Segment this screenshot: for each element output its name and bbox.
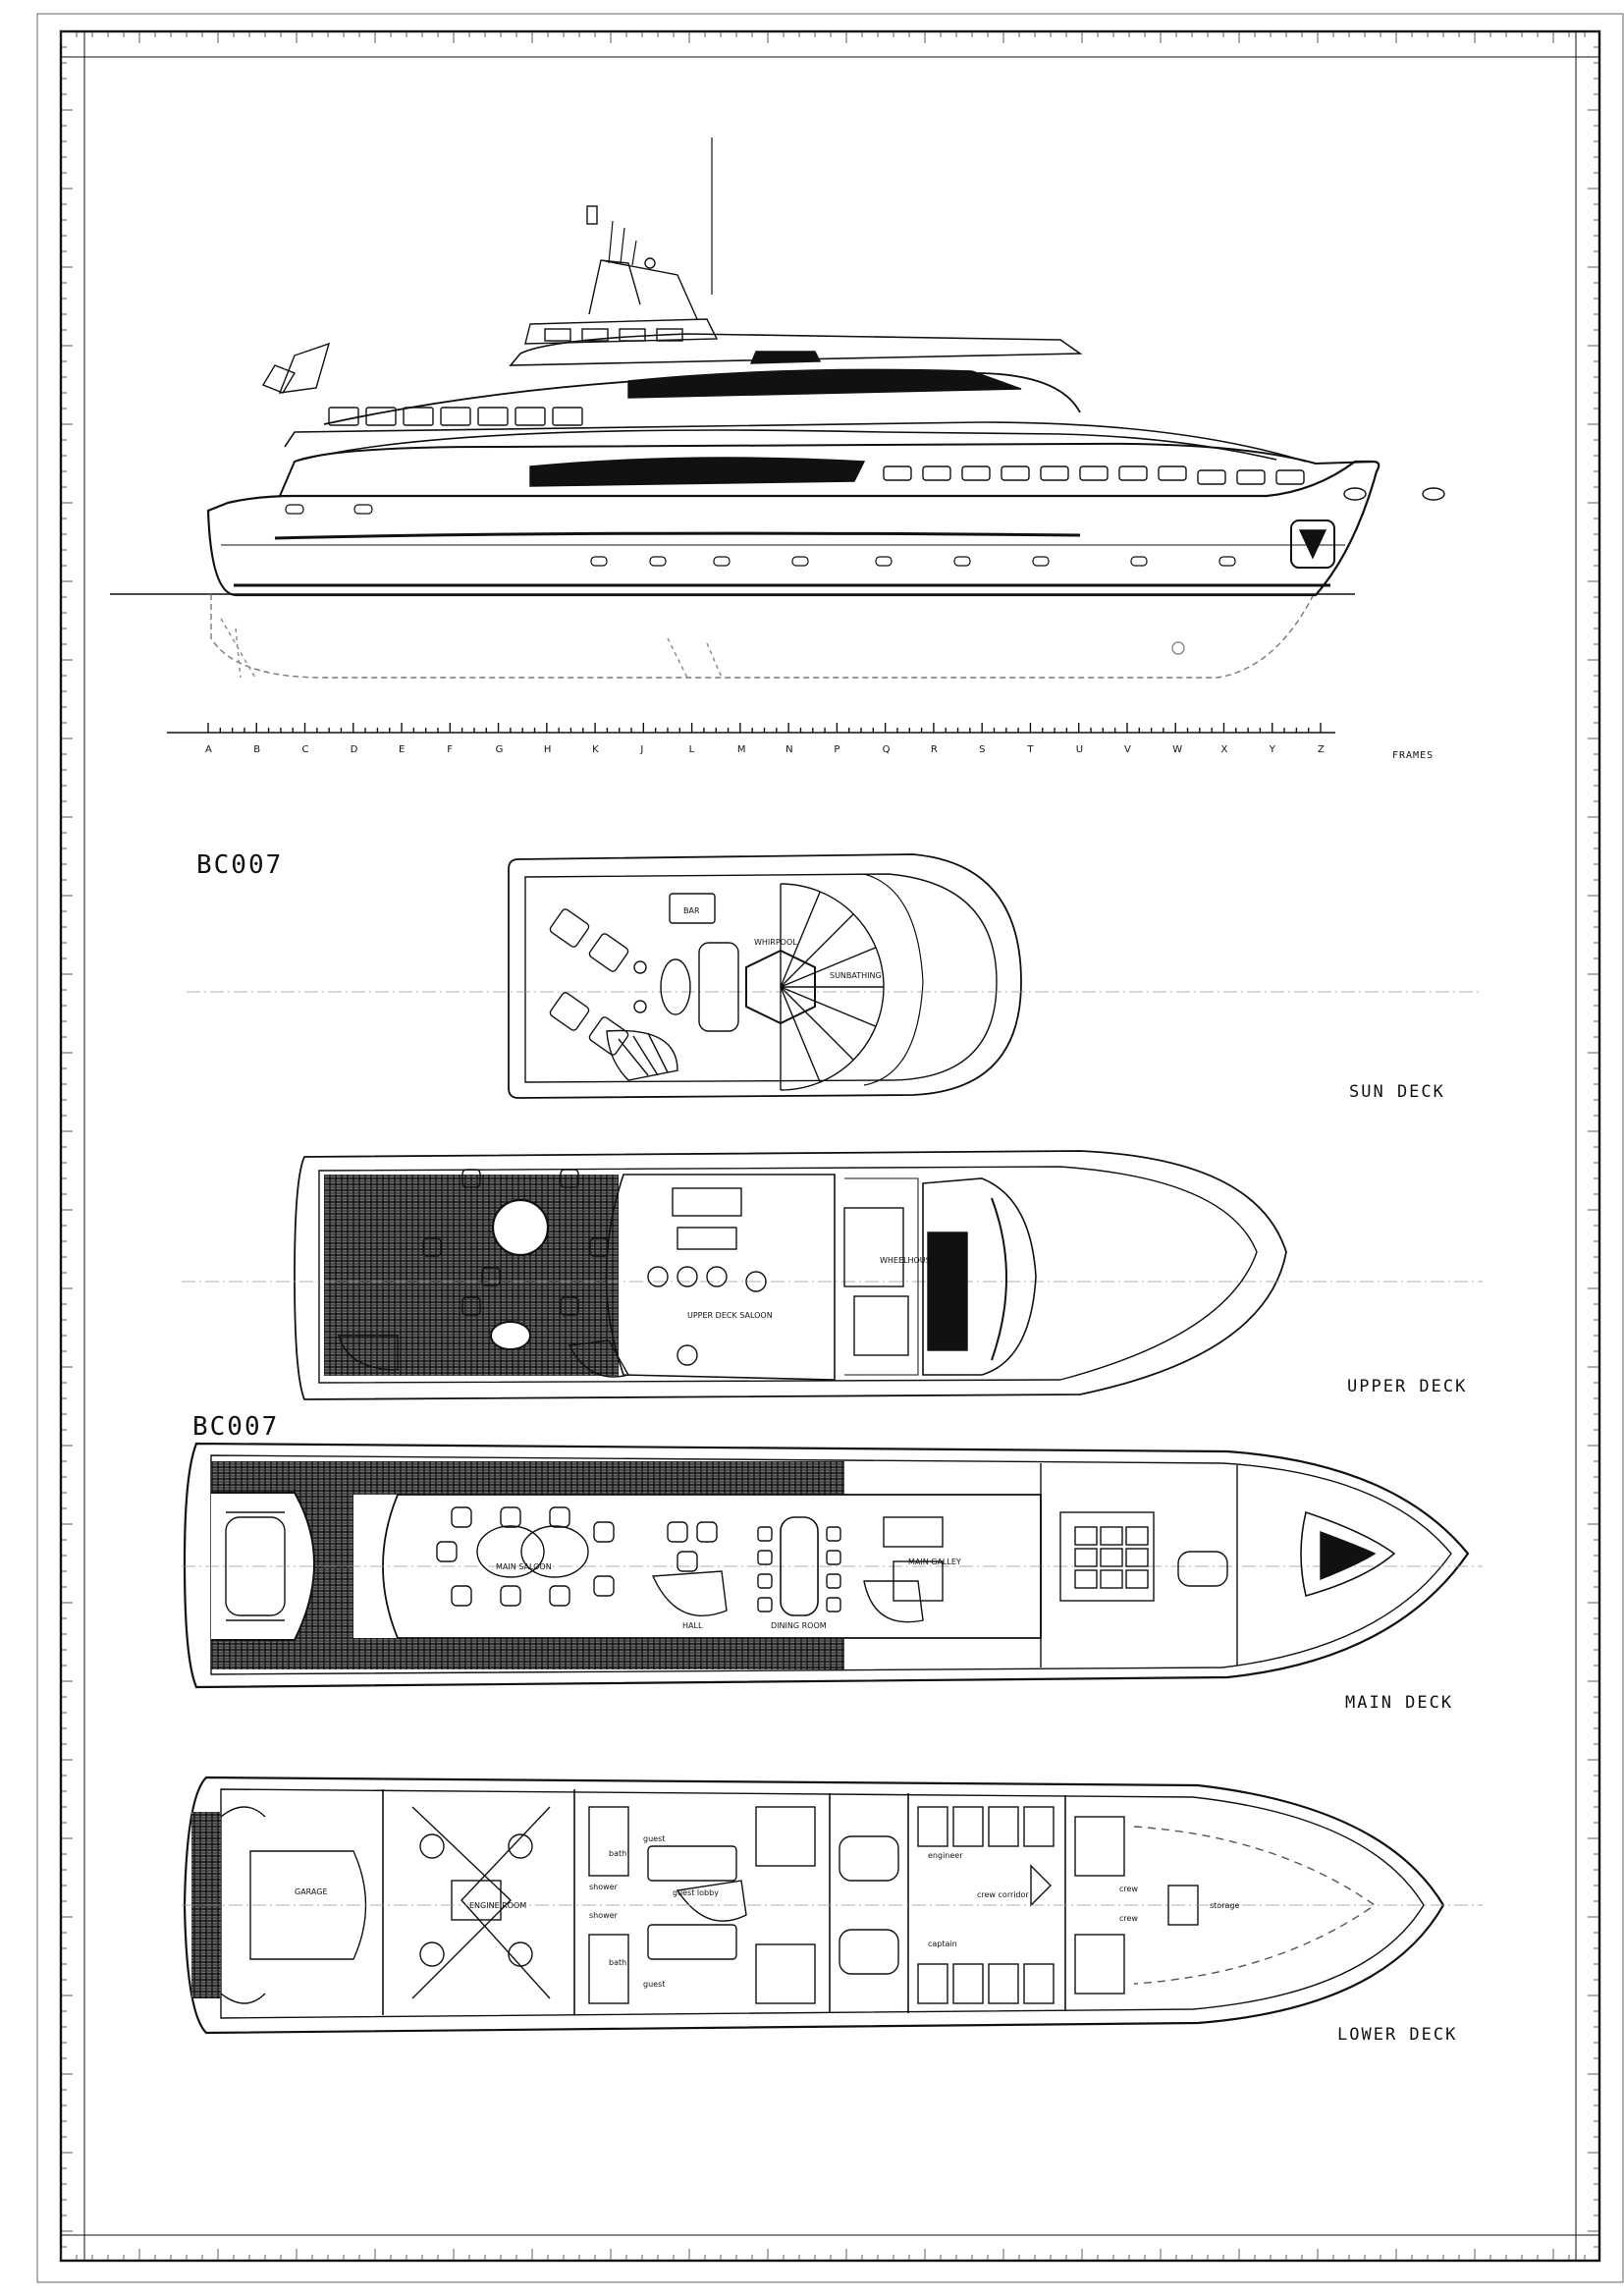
deck-label-lower: LOWER DECK [1337,2025,1458,2045]
tile [1075,1549,1097,1566]
lower-deck-plan [182,1777,1483,2033]
frames-label: FRAMES [1392,750,1435,761]
room-label-wheelhouse: WHEELHOUSE [880,1256,936,1265]
frame-letter: U [1075,744,1084,755]
room-label-crew-top: crew [1119,1885,1138,1893]
bed [648,1925,736,1959]
window [962,466,990,480]
frame-letter: J [640,744,644,755]
room-label-shower-bottom: shower [589,1911,618,1920]
engine-mount [420,1834,444,1858]
room-label-galley: MAIN GALLEY [908,1558,961,1566]
porthole [1219,557,1235,566]
room-label-sunbathing: SUNBATHING [830,971,882,980]
rail-panel [441,408,470,425]
stair [1031,1866,1051,1905]
porthole [792,557,808,566]
room-label-upper-saloon: UPPER DECK SALOON [687,1311,773,1320]
window [884,466,911,480]
tile [1075,1570,1097,1588]
frame-letter: Q [882,744,891,755]
lounger [549,907,590,948]
porthole [286,505,303,514]
bed [839,1836,898,1881]
window [1237,470,1265,484]
frames-scale [167,723,1335,733]
deck-chair [620,329,645,341]
window [923,466,950,480]
lounger [588,1015,629,1056]
engine-block [452,1881,501,1920]
tile [1101,1570,1122,1588]
lounger [549,991,590,1031]
saloon-chair [677,1345,697,1365]
engine-mount [420,1942,444,1966]
crew-berth [1075,1935,1124,1994]
frame-letter: A [205,744,212,755]
rail-panel [478,408,508,425]
sunpad-seam [781,987,853,1060]
bed [839,1930,898,1974]
room-label-bath-top: bath [609,1849,627,1858]
frame-letters [205,744,1325,755]
crew-berth [953,1807,983,1846]
room-label-crew-bottom: crew [1119,1914,1138,1923]
frame-letter: M [736,744,746,755]
deck-label-sun: SUN DECK [1349,1082,1445,1102]
room-label-shower-top: shower [589,1883,618,1891]
frame-letter: C [301,744,309,755]
frame-letter: V [1123,744,1131,755]
frame-letter: X [1220,744,1228,755]
room-label-bar: BAR [683,906,700,915]
crew-berth [1024,1807,1054,1846]
window [1159,466,1186,480]
crew-berth [1024,1964,1054,2003]
room-label-engine: ENGINE ROOM [469,1901,527,1910]
porthole [714,557,730,566]
porthole [876,557,892,566]
deck-chair [545,329,570,341]
window [1119,466,1147,480]
cabin-block [756,1944,815,2003]
crew-berth [989,1807,1018,1846]
saloon-chair [707,1267,727,1286]
drawing-code-top: BC007 [196,850,284,880]
rail-panel [515,408,545,425]
room-label-engineer: engineer [928,1851,963,1860]
room-label-dining: DINING ROOM [771,1621,827,1630]
tile [1075,1527,1097,1545]
frame-letter: B [253,744,261,755]
drawing-code-mid: BC007 [192,1412,280,1442]
room-label-crew-corridor: crew corridor [977,1890,1029,1899]
room-label-storage: storage [1210,1901,1240,1910]
main-deck-plan [182,1444,1483,1687]
porthole [354,505,372,514]
porthole [1131,557,1147,566]
window [1041,466,1068,480]
tile [1126,1527,1148,1545]
deck-label-upper: UPPER DECK [1347,1377,1468,1396]
bath-unit [589,1935,628,2003]
frame-letter: Z [1318,744,1325,755]
tile [1101,1549,1122,1566]
rail-panel [553,408,582,425]
porthole [1033,557,1049,566]
frame-letter: D [350,744,358,755]
crew-berth [953,1964,983,2003]
frame-letter: P [834,744,840,755]
frame-letter: K [592,744,599,755]
bed [648,1846,736,1881]
engine-mount [509,1942,532,1966]
lounger [588,932,629,972]
crew-berth [989,1964,1018,2003]
room-label-bath-bottom: bath [609,1958,627,1967]
porthole [591,557,607,566]
window [1001,466,1029,480]
porthole [650,557,666,566]
porthole [954,557,970,566]
tile [1126,1570,1148,1588]
crew-berth [918,1807,947,1846]
frame-letter: N [785,744,793,755]
room-label-guest-bottom: guest [643,1980,666,1989]
window [1080,466,1108,480]
frame-letter: L [688,744,695,755]
window [1276,470,1304,484]
rail-panel [404,408,433,425]
upper-deck-plan [182,1151,1483,1399]
frame-letter: R [930,744,938,755]
frame-letter: H [543,744,552,755]
room-label-guest-top: guest [643,1834,666,1843]
frame-letter: E [399,744,406,755]
stair [677,1881,746,1921]
room-label-whirlpool: WHIRPOOL [754,938,797,947]
frame-letter: Y [1269,744,1275,755]
frame-letter: S [979,744,986,755]
room-label-hall: HALL [682,1621,703,1630]
room-label-captain: captain [928,1940,957,1948]
room-label-garage: GARAGE [295,1887,328,1896]
frame-letter: T [1027,744,1034,755]
frame-letter: F [447,744,454,755]
saloon-chair [648,1267,668,1286]
saloon-chair [677,1267,697,1286]
crew-berth [918,1964,947,2003]
side-profile [110,137,1444,678]
tile [1126,1549,1148,1566]
frame-letter: G [495,744,504,755]
frame-letter: W [1172,744,1183,755]
room-label-guest-lobby: guest lobby [673,1888,719,1897]
window [1198,470,1225,484]
room-label-main-saloon: MAIN SALOON [496,1562,552,1571]
bath-unit [589,1807,628,1876]
tile [1101,1527,1122,1545]
cabin-block [756,1807,815,1866]
deck-label-main: MAIN DECK [1345,1693,1454,1713]
crew-berth [1075,1817,1124,1876]
